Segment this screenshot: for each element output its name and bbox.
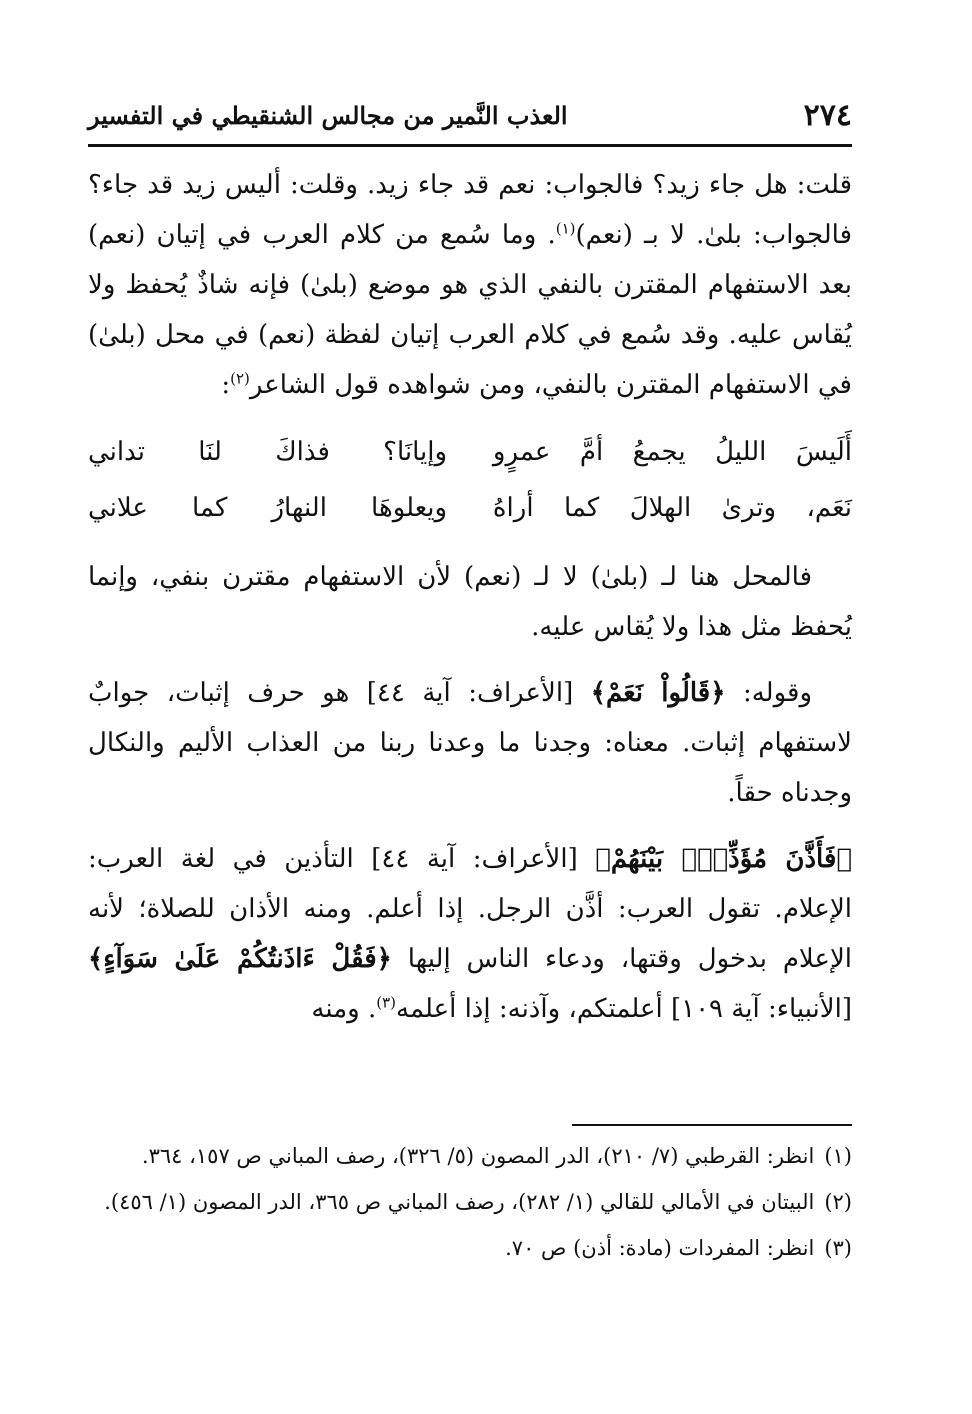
footnote-1 xyxy=(88,1136,852,1176)
text-run: : xyxy=(221,370,231,400)
footnote-number: (٢) xyxy=(824,1190,852,1214)
text-run: [الأنبياء: آية ١٠٩] أعلمتكم، وآذنه: إذا أعلمه xyxy=(396,994,852,1024)
poem-verses xyxy=(88,424,852,536)
footnote-3 xyxy=(88,1228,852,1268)
text-run: . ومنه xyxy=(311,994,377,1024)
footnotes xyxy=(88,1136,852,1274)
footnote-text: انظر: المفردات (مادة: أذن) ص ٧٠. xyxy=(505,1236,815,1260)
quran-quote: ﴿فَقُلْ ءَاذَنتُكُمْ عَلَىٰ سَوَآءٍ﴾ xyxy=(88,944,392,974)
footnote-text: البيتان في الأمالي للقالي (١/ ٢٨٢)، رصف المباني ص ٣٦٥، الدر المصون (١/ ٤٥٦). xyxy=(104,1190,815,1214)
verse-line-2 xyxy=(88,480,852,536)
footnote-text: انظر: القرطبي (٧/ ٢١٠)، الدر المصون (٥/ ٣٢٦)، رصف المباني ص ١٥٧، ٣٦٤. xyxy=(141,1144,815,1168)
text-run: [الأعراف: آية ٤٤] هو حرف إثبات، جوابٌ لاستفهام إثبات. معناه: وجدنا ما وعدنا ربنا من العذاب الأليم والنكال وجدناه حقاً. xyxy=(88,678,852,808)
text-run: وقوله: xyxy=(725,678,813,708)
verse-line-1 xyxy=(88,424,852,480)
verse-1-second-hemistich: وإيانَا؟ فذاكَ لنَا تداني xyxy=(88,437,448,467)
text-run: [الأعراف: آية ٤٤] التأذين في لغة العرب: الإعلام. تقول العرب: أذَّن الرجل. إذا أعلم. ومنه الأذان للصلاة؛ لأنه الإعلام بدخول وقتها، ودعاء الناس إليها xyxy=(88,844,853,974)
footnote-ref-1[interactable]: (١) xyxy=(555,219,576,238)
main-text xyxy=(88,160,852,1034)
footnote-number: (٣) xyxy=(824,1236,852,1260)
footnote-rule xyxy=(572,1124,852,1126)
quran-quote: ﴿قَالُواْ نَعَمْ﴾ xyxy=(590,678,726,708)
verse-2-second-hemistich: ويعلوهَا النهارُ كما علاني xyxy=(88,493,448,523)
verse-2-first-hemistich: نَعَم، وترىٰ الهلالَ كما أراهُ xyxy=(492,493,852,523)
paragraph-3 xyxy=(88,668,852,818)
footnote-ref-2[interactable]: (٢) xyxy=(230,369,250,388)
footnote-number: (١) xyxy=(824,1144,852,1168)
verse-1-first-hemistich: أَلَيسَ الليلُ يجمعُ أمَّ عمرٍو xyxy=(492,437,852,467)
footnote-ref-3[interactable]: (٣) xyxy=(376,993,396,1012)
page-header xyxy=(88,92,852,138)
page-number: ٢٧٤ xyxy=(803,97,852,133)
text-run: قلت: هل جاء زيد؟ فالجواب: نعم قد جاء زيد. وقلت: أليس زيد قد جاء؟ فالجواب: بلىٰ. لا بـ (نعم) xyxy=(88,170,852,250)
paragraph-1 xyxy=(88,160,852,410)
text-run: . وما سُمع من كلام العرب في إتيان (نعم) بعد الاستفهام المقترن بالنفي الذي هو موضع (بلىٰ) فإنه شاذٌ يُحفظ ولا يُقاس عليه. وقد سُمع في كلام العرب إتيان لفظة (نعم) في محل (بلىٰ) في الاستفهام المقترن بالنفي، ومن شواهده قول الشاعر xyxy=(88,220,852,400)
paragraph-4 xyxy=(88,834,852,1034)
footnote-2 xyxy=(88,1182,852,1222)
header-rule xyxy=(88,144,852,147)
paragraph-2: فالمحل هنا لـ (بلىٰ) لا لـ (نعم) لأن الاستفهام مقترن بنفي، وإنما يُحفظ مثل هذا ولا يُقاس عليه. xyxy=(88,562,852,642)
quran-quote: ﴿فَأَذَّنَ مُؤَذِّنٌۢ بَيْنَهُمْ﴾ xyxy=(595,844,853,874)
running-title: العذب النَّمير من مجالس الشنقيطي في التفسير xyxy=(88,100,568,130)
